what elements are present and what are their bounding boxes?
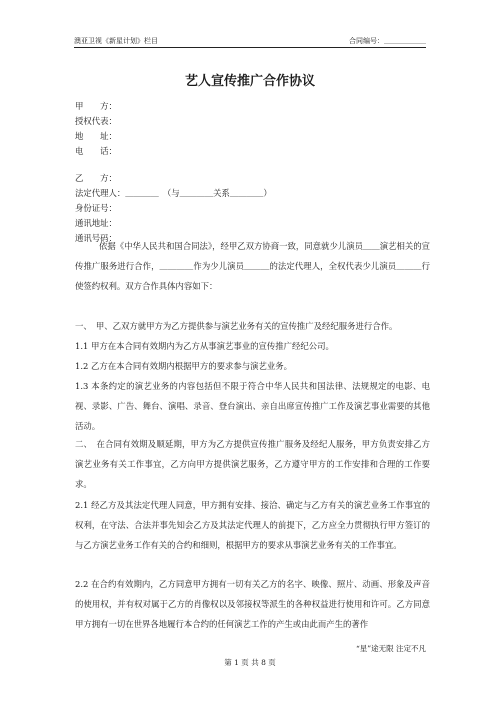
paragraph-text: 1.3 本条约定的演艺业务的内容包括但不限于符合中华人民共和国法律、法规规定的电影、电视、录影、广告、舞台、演唱、录音、登台演出、亲自出席宣传推广工作及演艺事业需要的其他活动。 — [75, 381, 430, 431]
document-title: 艺人宣传推广合作协议 — [184, 74, 315, 89]
party-a-address: 地 址： — [75, 131, 117, 141]
paragraph-text: 依据《中华人民共和国合同法》，经甲乙双方协商一致，同意就少儿演员＿＿演艺相关的宣传推广服务进行合作，＿＿＿＿作为少儿演员＿＿＿的法定代理人，全权代表少儿演员＿＿＿行使签约权利。双方合作具体内容如下： — [75, 241, 430, 291]
party-b-id-number: 身份证号： — [75, 203, 117, 213]
clause-2-2 — [75, 574, 430, 634]
paragraph-text: 2.2 在合约有效期内，乙方同意甲方拥有一切有关乙方的名字、映像、照片、动画、形象及声音的使用权，并有权对属于乙方的肖像权以及邻接权等派生的各种权益进行使用和许可。乙方同意甲方拥有一切在世界各地履行本合约的任何演艺工作的产生或由此而产生的著作 — [75, 579, 430, 629]
paragraph-text: 1.1 甲方在本合同有效期内为乙方从事演艺事业的宣传推广经纪公司。 — [75, 341, 334, 351]
party-a-representative: 授权代表： — [75, 116, 117, 126]
paragraph-text: 一、 甲、乙双方就甲方为乙方提供参与演艺业务有关的宣传推广及经纪服务进行合作。 — [75, 321, 398, 331]
page-header — [74, 36, 426, 48]
header-rule — [74, 47, 426, 48]
clause-1-2 — [75, 356, 430, 376]
clause-1 — [75, 316, 430, 336]
clause-2-1 — [75, 495, 430, 555]
clause-1-3 — [75, 376, 430, 436]
clause-2 — [75, 434, 430, 494]
party-a-block — [75, 99, 435, 159]
party-b-phone: 通讯号码： — [75, 233, 117, 243]
party-b-legal-guardian: 法定代理人：＿＿＿＿ （与＿＿＿＿关系＿＿＿＿） — [75, 188, 272, 198]
party-b-block — [75, 171, 435, 246]
preamble-paragraph — [75, 236, 430, 296]
paragraph-text: 2.1 经乙方及其法定代理人同意，甲方拥有安排、接洽、确定与乙方有关的演艺业务工作事宜的权利，在守法、合法并事先知会乙方及其法定代理人的前提下，乙方应全力贯彻执行甲方签订的与乙方演艺业务工作有关的合约和细则，根据甲方的要求从事演艺业务有关的工作事宜。 — [75, 500, 430, 550]
party-a-name: 甲 方： — [75, 101, 117, 111]
header-program-name: 澳亚卫视《新星计划》栏目 — [74, 37, 158, 45]
footer-slogan: “星”途无限 注定不凡 — [355, 644, 426, 653]
paragraph-text: 1.2 乙方在本合同有效期内根据甲方的要求参与演艺业务。 — [75, 361, 292, 371]
party-b-address: 通讯地址： — [75, 218, 117, 228]
paragraph-text: 二、 在合同有效期及顺延期，甲方为乙方提供宣传推广服务及经纪人服务，甲方负责安排乙方演艺业务有关工作事宜，乙方向甲方提供演艺服务，乙方遵守甲方的工作安排和合理的工作要求。 — [75, 439, 430, 489]
party-b-name: 乙 方： — [75, 173, 117, 183]
clause-1-1 — [75, 336, 430, 356]
party-a-phone: 电 话： — [75, 146, 117, 156]
page-number: 第 1 页 共 8 页 — [224, 658, 276, 667]
header-contract-number: 合同编号：＿＿＿＿＿＿ — [349, 37, 426, 45]
